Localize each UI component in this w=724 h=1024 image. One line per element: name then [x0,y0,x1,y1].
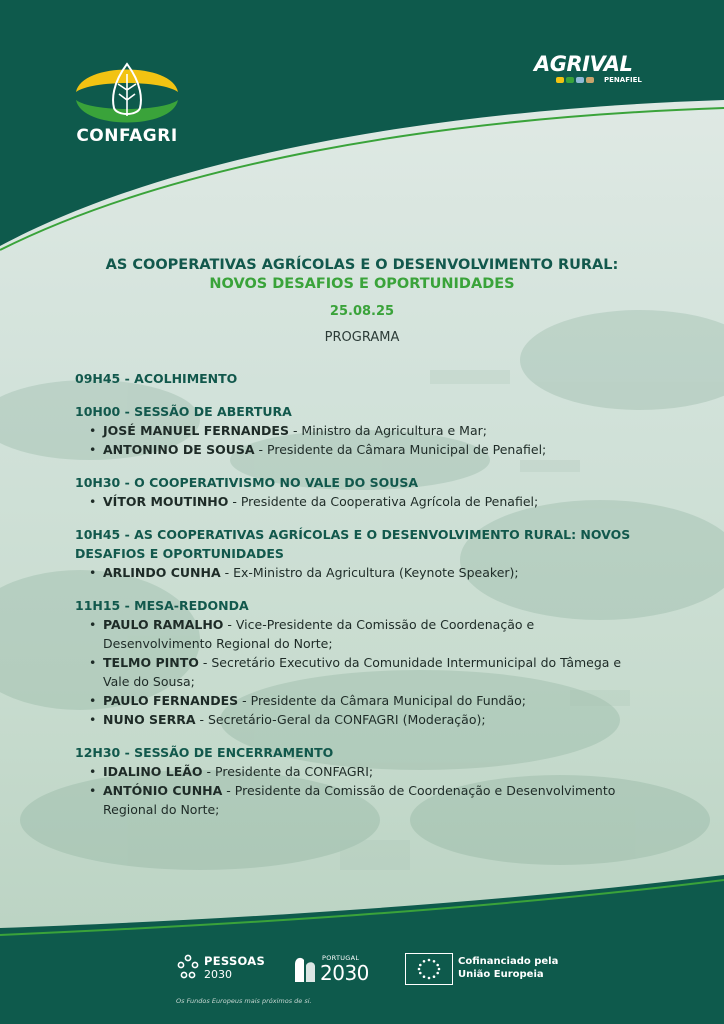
speaker-role: - Ex-Ministro da Agricultura (Keynote Speaker); [220,565,519,580]
portugal-2030-icon [292,954,318,984]
session-keynote [75,525,635,582]
pessoas-2030-icon [176,954,200,980]
speaker-name: ANTONINO DE SOUSA [103,442,255,457]
speaker-item [87,440,635,459]
session-title: 12H30 - SESSÃO DE ENCERRAMENTO [75,745,334,760]
speaker-item [87,615,635,653]
speaker-name: ARLINDO CUNHA [103,565,221,580]
agrival-subtitle: PENAFIEL [604,76,642,84]
speaker-item [87,781,635,819]
session-title: 10H30 - O COOPERATIVISMO NO VALE DO SOUSA [75,475,419,490]
event-title: AS COOPERATIVAS AGRÍCOLAS E O DESENVOLVIMENTO RURAL: [105,257,619,273]
eu-line1: Cofinanciado pela [458,956,559,967]
session-title: 11H15 - MESA-REDONDA [75,598,249,613]
speaker-item [87,710,635,729]
speaker-item [87,762,635,781]
funds-tagline: Os Fundos Europeus mais próximos de si. [176,997,312,1005]
event-subtitle: NOVOS DESAFIOS E OPORTUNIDADES [209,276,515,292]
agrival-icons [556,77,594,83]
speaker-name: TELMO PINTO [103,655,199,670]
speaker-role: - Vice-Presidente da Comissão de Coordenação e Desenvolvimento Regional do Norte; [103,617,535,651]
session-title: 09H45 - ACOLHIMENTO [75,371,238,386]
programa-heading: PROGRAMA [324,330,400,345]
speaker-name: VÍTOR MOUTINHO [103,494,229,509]
speaker-name: PAULO FERNANDES [103,693,239,708]
speaker-role: - Secretário-Geral da CONFAGRI (Moderação); [195,712,486,727]
session-acolhimento [75,369,635,388]
speaker-name: ANTÓNIO CUNHA [103,783,223,798]
speaker-item [87,421,635,440]
session-title: 10H45 - AS COOPERATIVAS AGRÍCOLAS E O DESENVOLVIMENTO RURAL: NOVOS DESAFIOS E OPORTUNIDADES [75,527,631,561]
agrival-wordmark: AGRIVAL [534,52,633,76]
eu-cofinancing-text [458,955,558,981]
speaker-role: - Presidente da Comissão de Coordenação e Desenvolvimento Regional do Norte; [103,783,616,817]
eu-line2: União Europeia [458,969,544,980]
speaker-role: - Ministro da Agricultura e Mar; [288,423,487,438]
pessoas-year: 2030 [204,968,232,981]
speaker-name: NUNO SERRA [103,712,196,727]
event-date: 25.08.25 [329,304,395,319]
speaker-item [87,653,635,691]
portugal-label: PORTUGAL [322,954,360,962]
pessoas-title: PESSOAS [204,954,266,968]
session-mesa-redonda [75,596,635,729]
speaker-role: - Presidente da Câmara Municipal do Fundão; [238,693,527,708]
speaker-item [87,492,635,511]
agenda [75,369,635,833]
speaker-role: - Secretário Executivo da Comunidade Intermunicipal do Tâmega e Vale do Sousa; [103,655,622,689]
speaker-role: - Presidente da Câmara Municipal de Penafiel; [254,442,547,457]
session-title: 10H00 - SESSÃO DE ABERTURA [75,404,292,419]
session-abertura [75,402,635,459]
speaker-name: JOSÉ MANUEL FERNANDES [103,423,289,438]
portugal-year: 2030 [320,961,369,985]
confagri-wordmark: CONFAGRI [76,126,178,146]
speaker-role: - Presidente da CONFAGRI; [202,764,374,779]
eu-flag-icon [405,953,453,985]
speaker-item [87,563,635,582]
session-encerramento [75,743,635,819]
speaker-role: - Presidente da Cooperativa Agrícola de Penafiel; [228,494,539,509]
session-cooperativismo [75,473,635,511]
speaker-name: IDALINO LEÃO [103,764,203,779]
speaker-item [87,691,635,710]
speaker-name: PAULO RAMALHO [103,617,224,632]
